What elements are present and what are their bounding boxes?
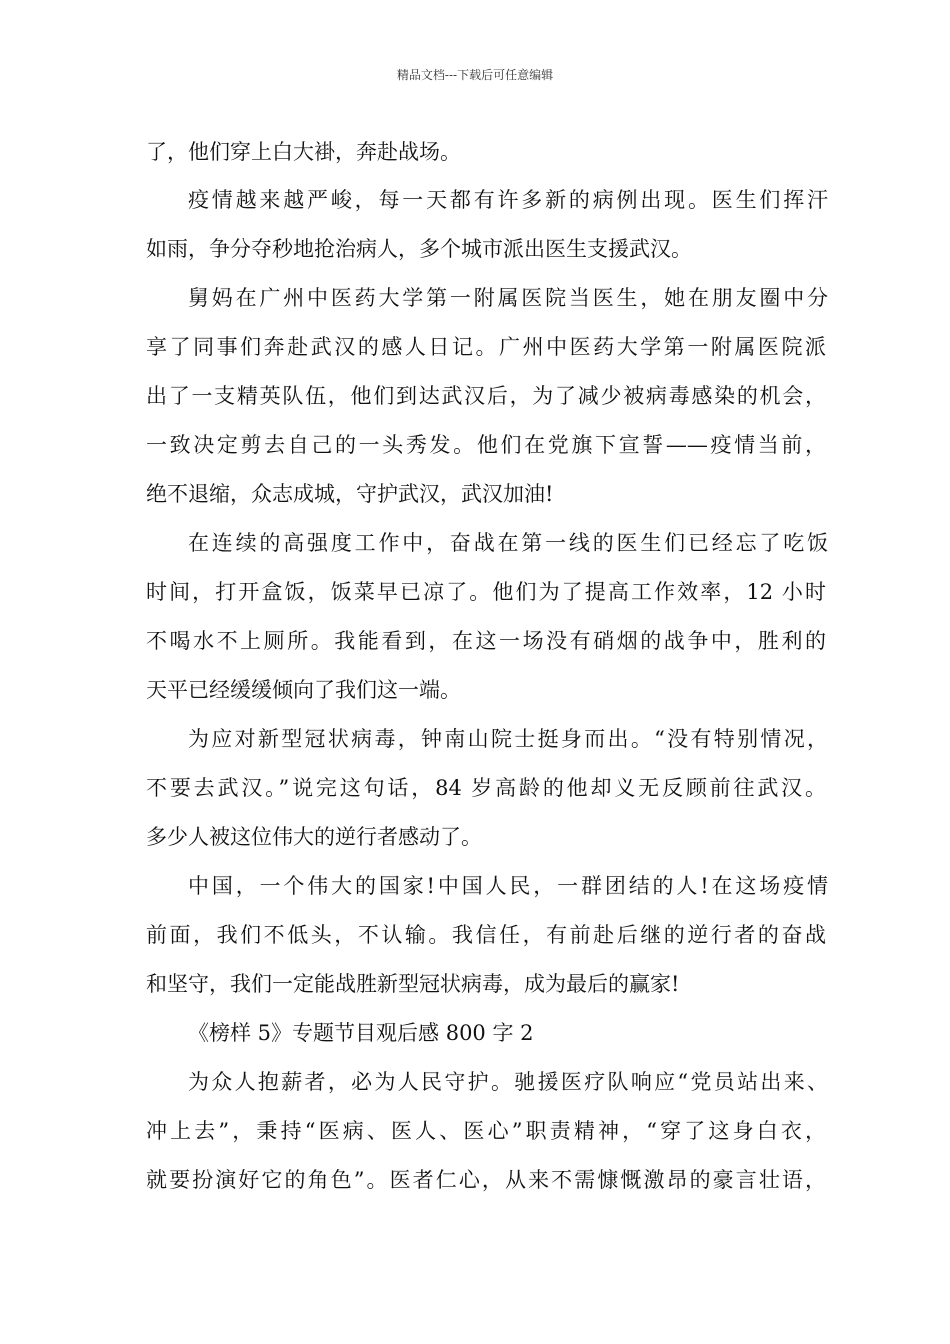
text-line: 舅妈在广州中医药大学第一附属医院当医生，她在朋友圈中分 (188, 286, 828, 310)
text-line: 如雨，争分夺秒地抢治病人，多个城市派出医生支援武汉。 (146, 237, 692, 261)
text-line: 不要去武汉。”说完这句话，84 岁高龄的他却义无反顾前往武汉。 (146, 776, 826, 800)
text-line: 多少人被这位伟大的逆行者感动了。 (146, 825, 482, 849)
text-line: 在连续的高强度工作中，奋战在第一线的医生们已经忘了吃饭 (188, 531, 828, 555)
text-line: 天平已经缓缓倾向了我们这一端。 (146, 678, 461, 702)
page-header: 精品文档---下载后可任意编辑 (396, 68, 554, 82)
text-line: 疫情越来越严峻，每一天都有许多新的病例出现。医生们挥汗 (188, 188, 828, 212)
text-line: 前面，我们不低头，不认输。我信任，有前赴后继的逆行者的奋战 (146, 923, 826, 947)
text-line: 不喝水不上厕所。我能看到，在这一场没有硝烟的战争中，胜利的 (146, 629, 826, 653)
text-line: 为应对新型冠状病毒，钟南山院士挺身而出。“没有特别情况， (188, 727, 828, 751)
text-line: 时间，打开盒饭，饭菜早已凉了。他们为了提高工作效率，12 小时 (146, 580, 826, 604)
text-line: 就要扮演好它的角色”。医者仁心，从来不需慷慨激昂的豪言壮语， (146, 1168, 826, 1192)
text-line: 为众人抱薪者，必为人民守护。驰援医疗队响应“党员站出来、 (188, 1070, 828, 1094)
text-line: 一致决定剪去自己的一头秀发。他们在党旗下宣誓——疫情当前， (146, 433, 826, 457)
text-line: 中国，一个伟大的国家!中国人民，一群团结的人!在这场疫情 (188, 874, 828, 898)
text-line: 享了同事们奔赴武汉的感人日记。广州中医药大学第一附属医院派 (146, 335, 826, 359)
text-line: 出了一支精英队伍，他们到达武汉后，为了减少被病毒感染的机会， (146, 384, 826, 408)
text-line: 和坚守，我们一定能战胜新型冠状病毒，成为最后的赢家! (146, 972, 680, 996)
text-line: 了，他们穿上白大褂，奔赴战场。 (146, 140, 461, 164)
text-line: 冲上去”，秉持“医病、医人、医心”职责精神，“穿了这身白衣， (146, 1119, 826, 1143)
section-heading: 《榜样 5》专题节目观后感 800 字 2 (188, 1021, 534, 1045)
text-line: 绝不退缩，众志成城，守护武汉，武汉加油! (146, 482, 554, 506)
